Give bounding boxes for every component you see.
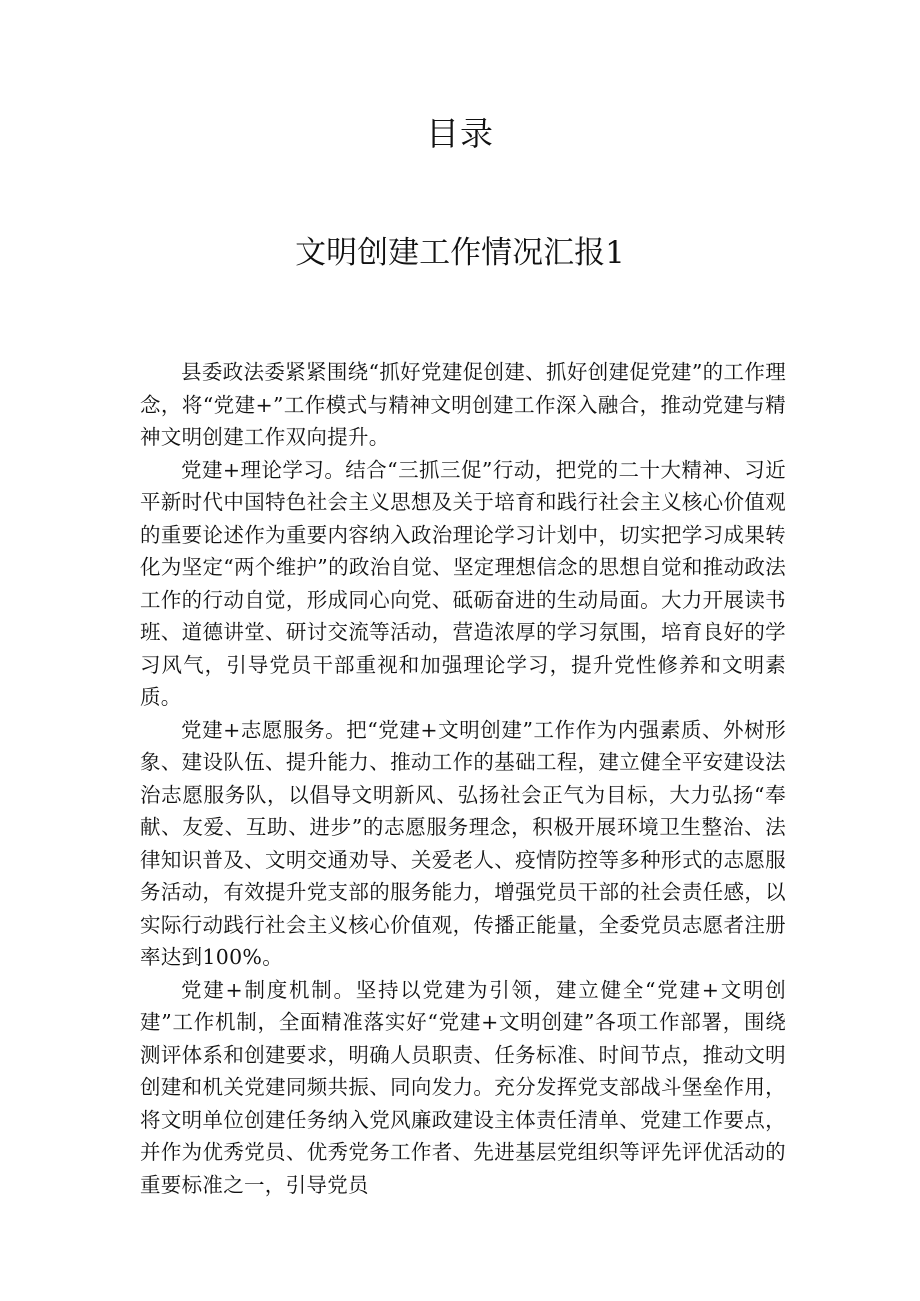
toc-heading: 目录 (426, 114, 494, 153)
document-body (140, 356, 786, 1201)
paragraph-volunteer-service: 党建+志愿服务。把“党建+文明创建”工作作为内强素质、外树形象、建设队伍、提升能力、推动工作的基础工程，建立健全平安建设法治志愿服务队，以倡导文明新风、弘扬社会正气为目标，大力弘扬“奉献、友爱、互助、进步”的志愿服务理念，积极开展环境卫生整治、法律知识普及、文明交通劝导、关爱老人、疫情防控等多种形式的志愿服务活动，有效提升党支部的服务能力，增强党员干部的社会责任感，以实际行动践行社会主义核心价值观，传播正能量，全委党员志愿者注册率达到100%。 (140, 717, 786, 969)
paragraph-intro: 县委政法委紧紧围绕“抓好党建促创建、抓好创建促党建”的工作理念，将“党建+”工作模式与精神文明创建工作深入融合，推动党建与精神文明创建工作双向提升。 (140, 360, 786, 449)
paragraph-institutional-mechanism: 党建+制度机制。坚持以党建为引领，建立健全“党建+文明创建”工作机制，全面精准落实好“党建+文明创建”各项工作部署，围绕测评体系和创建要求，明确人员职责、任务标准、时间节点，推动文明创建和机关党建同频共振、同向发力。充分发挥党支部战斗堡垒作用，将文明单位创建任务纳入党风廉政建设主体责任清单、党建工作要点，并作为优秀党员、优秀党务工作者、先进基层党组织等评先评优活动的重要标准之一，引导党员 (140, 977, 786, 1197)
paragraph-theory-study: 党建+理论学习。结合“三抓三促”行动，把党的二十大精神、习近平新时代中国特色社会主义思想及关于培育和践行社会主义核心价值观的重要论述作为重要内容纳入政治理论学习计划中，切实把学习成果转化为坚定“两个维护”的政治自觉、坚定理想信念的思想自觉和推动政法工作的行动自觉，形成同心向党、砥砺奋进的生动局面。大力开展读书班、道德讲堂、研讨交流等活动，营造浓厚的学习氛围，培育良好的学习风气，引导党员干部重视和加强理论学习，提升党性修养和文明素质。 (140, 457, 786, 709)
document-title: 文明创建工作情况汇报1 (295, 235, 625, 271)
